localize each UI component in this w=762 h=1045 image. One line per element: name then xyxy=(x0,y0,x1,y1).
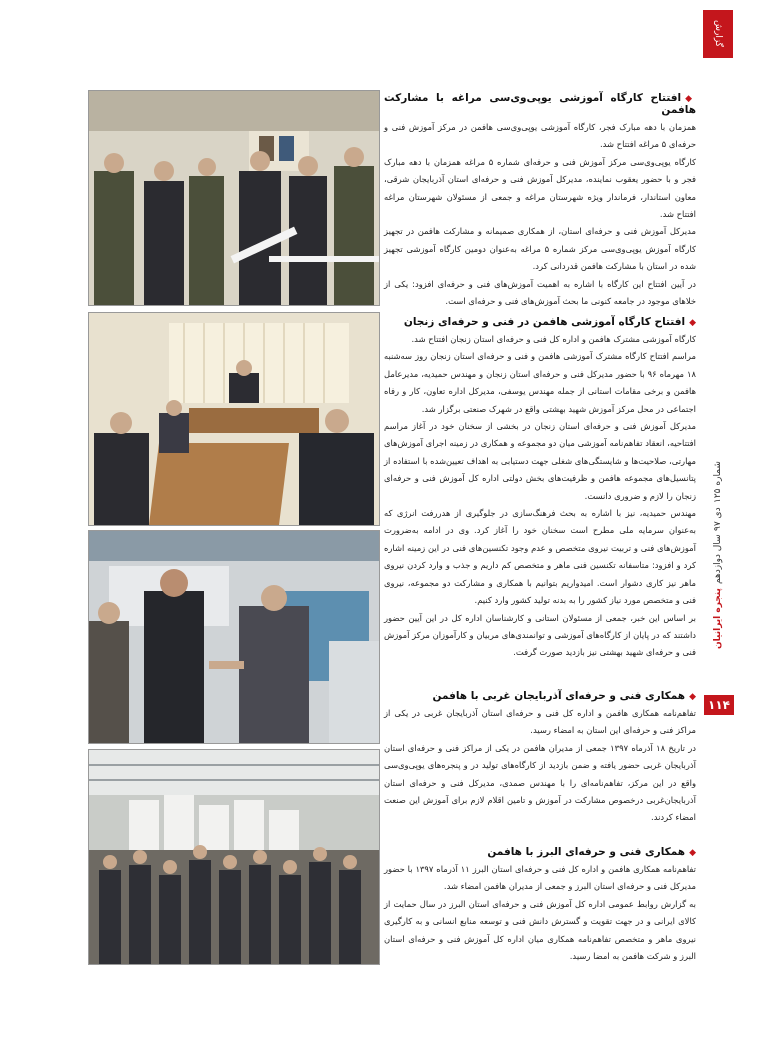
magazine-info xyxy=(704,420,732,690)
photo-opening-ceremony xyxy=(88,90,380,306)
photo-workshop-handshake xyxy=(88,530,380,744)
article-paragraph: بر اساس این خبر، جمعی از مسئولان استانی و کارشناسان اداره کل در این آیین حضور داشتند که در پایان از کارگاه‌های آموزشی و توانمندی‌های مربیان و کارآموزان مرکز آموزش فنی و حرفه‌ای شهید بهشتی نیز بازدید صورت گرفت. xyxy=(384,612,696,658)
article-paragraph: کارگاه آموزشی مشترک هافمن و اداره کل فنی و حرفه‌ای استان زنجان افتتاح شد. xyxy=(411,334,696,344)
article-paragraph: تفاهم‌نامه همکاری هافمن و اداره کل فنی و حرفه‌ای استان آذربایجان غربی در یکی از مراکز فنی و حرفه‌ای این استان به امضاء رسید. xyxy=(384,708,696,736)
article-paragraph: مراسم افتتاح کارگاه مشترک آموزشی هافمن و فنی و حرفه‌ای استان زنجان روز سه‌شنبه ۱۸ مهرماه ۹۶ با حضور مدیرکل فنی و حرفه‌ای استان زنجان و مهندس حمیدیه، مدیرعامل هافمن و برخی مقامات استانی از جمله مهندس یوسفی، مدیرکل اداره تعاون، کار و رفاه اجتماعی در محل مرکز آموزش شهید بهشتی واقع در شهرک صنعتی برگزار شد. xyxy=(384,351,696,414)
bullet-icon: ◆ xyxy=(685,94,697,104)
article-paragraph: مدیرکل آموزش فنی و حرفه‌ای استان، از همکاری صمیمانه و مشارکت هافمن در تجهیز کارگاه آموزش یوپی‌وی‌سی مرکز شماره ۵ مراغه به‌عنوان دومین کارگاه آموزشی تجهیز شده در استان با مشارکت هافمن قدردانی کرد. xyxy=(384,226,696,272)
section-tab: گزارش xyxy=(703,10,733,58)
article-title-text: همکاری فنی و حرفه‌ای آذربایجان غربی با هافمن xyxy=(432,690,686,702)
article-paragraph: تفاهم‌نامه همکاری هافمن و اداره کل فنی و حرفه‌ای استان البرز ۱۱ آذرماه ۱۳۹۷ با حضور مدیرکل فنی و حرفه‌ای استان البرز و جمعی از مدیران هافمن امضاء شد. xyxy=(384,864,696,892)
bullet-icon: ◆ xyxy=(689,692,696,702)
photo-factory-visit xyxy=(88,749,380,965)
article-paragraph: مدیرکل آموزش فنی و حرفه‌ای استان زنجان در بخشی از سخنان خود در آغاز مراسم افتتاحیه، انعقاد تفاهم‌نامه آموزشی میان دو مجموعه و همکاری در زمینه اجرای آموزش‌های مهارتی، صلاحیت‌ها و شایستگی‌های شغلی جهت دستیابی به اهداف تعیین‌شده با استفاده از پتانسیل‌های مجموعه هافمن و ظرفیت‌های بخش دولتی اداره کل آموزش فنی و حرفه‌ای زنجان را لازم و ضروری دانست. xyxy=(384,421,696,501)
bullet-icon: ◆ xyxy=(689,318,696,328)
article-west-azarbaijan xyxy=(384,690,696,827)
date-label: دی ۹۷ xyxy=(713,506,723,531)
article-title-text: افتتاح کارگاه آموزشی یوپی‌وی‌سی مراغه با مشارکت هافمن xyxy=(384,92,696,116)
article-title xyxy=(384,316,696,328)
article-title xyxy=(384,846,696,858)
issue-label: شماره ۱۲۵ xyxy=(713,460,723,503)
year-label: سال دوازدهم xyxy=(713,534,723,585)
article-title xyxy=(384,92,696,116)
article-paragraph: مهندس حمیدیه، نیز با اشاره به بحث فرهنگ‌سازی در جلوگیری از هدررفت انرژی که به‌عنوان سرمایه ملی مطرح است سخنان خود را آغاز کرد. وی در ادامه به‌ضرورت آموزش‌های فنی و تربیت نیروی متخصص و عدم وجود تکنسین‌های فنی در این زمینه اشاره کرد و افزود: متاسفانه تکنسین فنی ماهر و متخصص کم داریم و جذب و وارد کردن نیروی ماهر نیز کاری دشوار است. امیدواریم بتوانیم با همکاری و مشارکت دو مجموعه، نیروی فنی و متخصص مورد نیاز کشور را به بدنه تولید کشور وارد کنیم. xyxy=(384,508,696,606)
article-paragraph: همزمان با دهه مبارک فجر، کارگاه آموزشی یوپی‌وی‌سی هافمن در مرکز آموزش فنی و حرفه‌ای ۵ مراغه افتتاح شد. xyxy=(384,122,696,150)
article-paragraph: در تاریخ ۱۸ آذرماه ۱۳۹۷ جمعی از مدیران هافمن در یکی از مراکز فنی و حرفه‌ای استان آذربایجان غربی حضور یافته و ضمن بازدید از کارگاه‌های تولید در و پنجره‌های یوپی‌وی‌سی واقع در این مرکز، تفاهم‌نامه‌ای را با مهندس صمدی، مدیرکل فنی و حرفه‌ای استان آذربایجان‌غربی درخصوص مشارکت در آموزش و تامین اقلام لازم برای آموزش این صنعت امضاء کردند. xyxy=(384,742,696,823)
article-zanjan xyxy=(384,316,696,662)
article-paragraph: در آیین افتتاح این کارگاه با اشاره به اهمیت آموزش‌های فنی و حرفه‌ای افزود: یکی از خلاهای موجود در جامعه کنونی ما بحث آموزش‌های فنی و حرفه‌ای است. xyxy=(384,278,696,307)
photo-meeting-office xyxy=(88,312,380,526)
bullet-icon: ◆ xyxy=(689,848,696,858)
article-maragheh xyxy=(384,92,696,310)
article-alborz xyxy=(384,846,696,965)
article-title-text: افتتاح کارگاه آموزشی هافمن در فنی و حرفه‌ای زنجان xyxy=(403,316,686,328)
article-paragraph: به گزارش روابط عمومی اداره کل آموزش فنی و حرفه‌ای استان البرز در سال حمایت از کالای ایرانی و در جهت تقویت و گسترش دانش فنی و توسعه منابع انسانی و به کارگیری نیروی ماهر و متخصص تفاهم‌نامه همکاری میان اداره کل آموزش فنی و حرفه‌ای استان البرز و شرکت هافمن به امضا رسید. xyxy=(384,898,696,962)
article-title xyxy=(384,690,696,702)
article-paragraph: کارگاه یوپی‌وی‌سی مرکز آموزش فنی و حرفه‌ای شماره ۵ مراغه همزمان با دهه مبارک فجر و با حضور یعقوب نماینده، مدیرکل آموزش فنی و حرفه‌ای استان آذربایجان شرقی، معاون استاندار، فرماندار ویژه شهرستان مراغه و جمعی از مسئولان شهرستان مراغه افتتاح شد. xyxy=(384,156,696,220)
magazine-name: پنجره ایرانیان xyxy=(713,588,723,650)
article-title-text: همکاری فنی و حرفه‌ای البرز با هافمن xyxy=(487,846,686,858)
page-number: ۱۱۴ xyxy=(704,695,734,715)
